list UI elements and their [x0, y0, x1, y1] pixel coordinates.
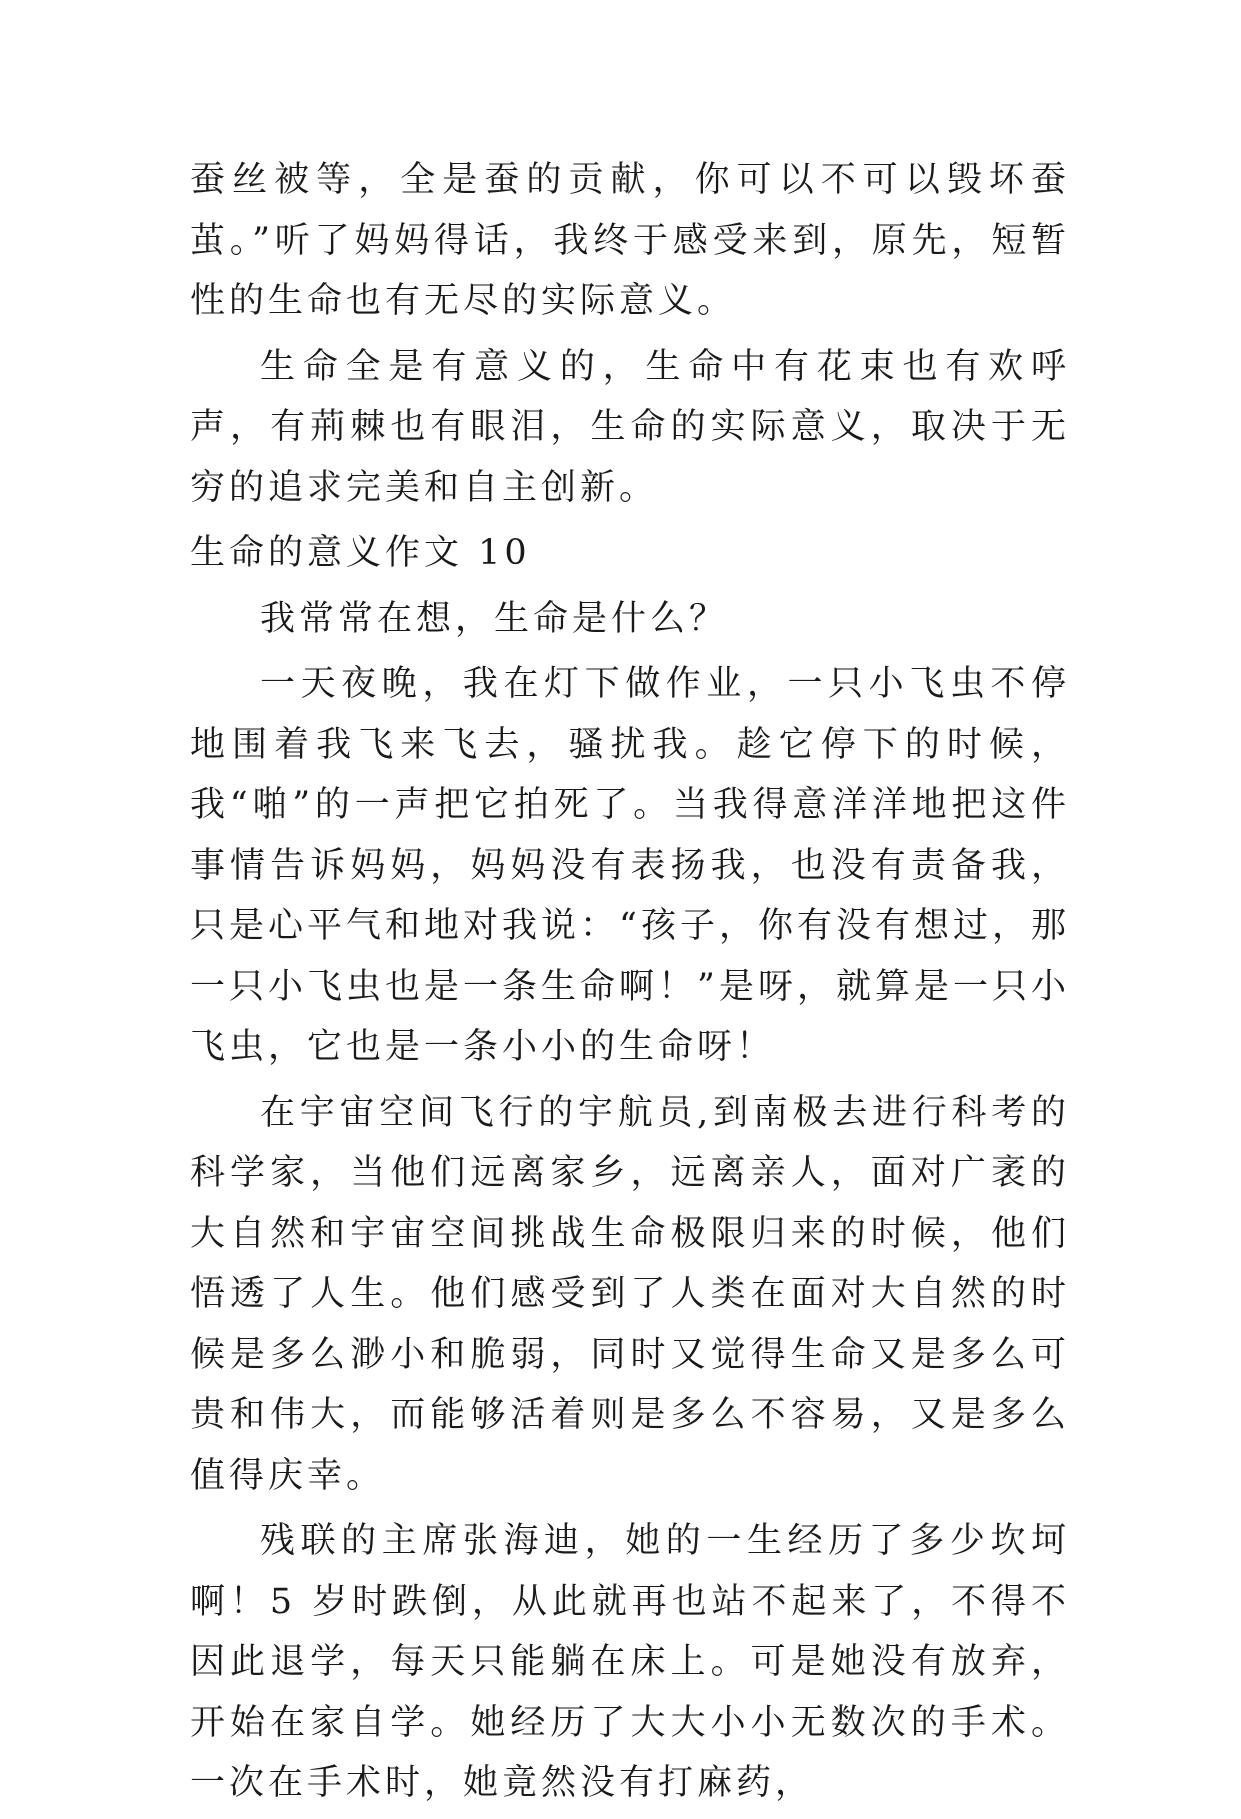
paragraph-conclusion: 生命全是有意义的，生命中有花束也有欢呼声，有荊棘也有眼泪，生命的实际意义，取决于无穷的追求完美和自主创新。 — [190, 346, 1070, 508]
paragraph-continuation: 蚕丝被等，全是蚕的贡献，你可以不可以毁坏蚕茧。”听了妈妈得话，我终于感受来到，原先，短暂性的生命也有无尽的实际意义。 — [190, 160, 1070, 321]
document-body — [190, 150, 1070, 1819]
section-title: 生命的意义作文 10 — [190, 533, 531, 573]
paragraph-question: 我常常在想，生命是什么？ — [260, 598, 729, 639]
paragraph-bug-story: 一天夜晚，我在灯下做作业，一只小飞虫不停地围着我飞来飞去，骚扰我。趁它停下的时候，我“啪”的一声把它拍死了。当我得意洋洋地把这件事情告诉妈妈，妈妈没有表扬我，也没有责备我，只是心平气和地对我说：“孩子，你有没有想过，那一只小飞虫也是一条生命啊！”是呀，就算是一只小飞虫，它也是一条小小的生命呀！ — [190, 664, 1070, 1067]
paragraph-zhang-haidi: 残联的主席张海迪，她的一生经历了多少坎坷啊！5 岁时跌倒，从此就再也站不起来了，不得不因此退学，每天只能躺在床上。可是她没有放弃，开始在家自学。她经历了大大小小无数次的手术。一次在手术时，她竟然没有打麻药， — [190, 1521, 1070, 1803]
paragraph-astronaut: 在宇宙空间飞行的宇航员,到南极去进行科考的科学家，当他们远离家乡，远离亲人，面对广袤的大自然和宇宙空间挑战生命极限归来的时候，他们悟透了人生。他们感受到了人类在面对大自然的时候是多么渺小和脆弱，同时又觉得生命又是多么可贵和伟大，而能够活着则是多么不容易，又是多么值得庆幸。 — [190, 1092, 1070, 1496]
